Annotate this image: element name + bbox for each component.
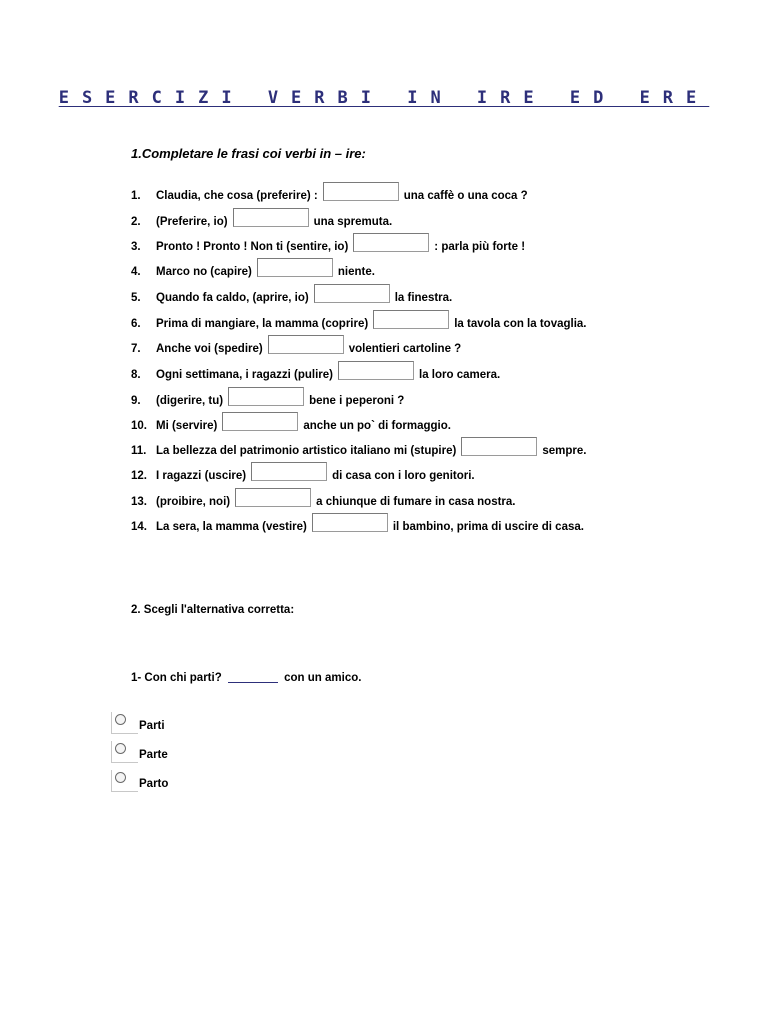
answer-input[interactable] xyxy=(235,488,311,507)
exercise-row xyxy=(131,186,528,206)
radio-button[interactable] xyxy=(111,712,138,734)
answer-input[interactable] xyxy=(312,513,388,532)
exercise-row xyxy=(131,441,586,461)
exercise-text-before: La sera, la mamma (vestire) xyxy=(156,521,307,533)
exercise-text-after: una caffè o una coca ? xyxy=(403,190,528,202)
exercise-number: 7. xyxy=(131,343,141,355)
answer-input[interactable] xyxy=(338,361,414,380)
exercise-number: 12. xyxy=(131,470,147,482)
exercise-text-before: I ragazzi (uscire) xyxy=(156,470,247,482)
exercise-text-before: Marco no (capire) xyxy=(156,266,252,278)
section-1-heading: 1.Completare le frasi coi verbi in – ire: xyxy=(131,146,366,161)
exercise-text-before: Quando fa caldo, (aprire, io) xyxy=(156,292,309,304)
exercise-row xyxy=(131,365,500,385)
question-text-after: con un amico. xyxy=(284,672,362,684)
exercise-text-before: Mi (servire) xyxy=(156,420,218,432)
exercise-text-after: la finestra. xyxy=(394,292,453,304)
exercise-text-after: bene i peperoni ? xyxy=(309,395,405,407)
exercise-text-after: il bambino, prima di uscire di casa. xyxy=(392,521,584,533)
answer-option[interactable] xyxy=(111,768,168,792)
exercise-number: 9. xyxy=(131,395,141,407)
answer-input[interactable] xyxy=(222,412,298,431)
radio-circle-icon[interactable] xyxy=(115,714,126,725)
exercise-number: 1. xyxy=(131,190,141,202)
answer-input[interactable] xyxy=(233,208,309,227)
exercise-text-before: Pronto ! Pronto ! Non ti (sentire, io) xyxy=(156,241,349,253)
answer-blank-line xyxy=(228,682,278,683)
option-label[interactable]: Parti xyxy=(139,720,165,732)
exercise-text-before: Claudia, che cosa (preferire) : xyxy=(156,190,318,202)
exercise-text-after: la tavola con la tovaglia. xyxy=(454,318,587,330)
exercise-text-after: : parla più forte ! xyxy=(434,241,526,253)
answer-input[interactable] xyxy=(228,387,304,406)
exercise-row xyxy=(131,237,525,257)
radio-button[interactable] xyxy=(111,741,138,763)
answer-input[interactable] xyxy=(251,462,327,481)
exercise-row xyxy=(131,391,404,411)
exercise-number: 11. xyxy=(131,445,147,457)
exercise-text-after: di casa con i loro genitori. xyxy=(332,470,475,482)
radio-button[interactable] xyxy=(111,770,138,792)
answer-input[interactable] xyxy=(323,182,399,201)
exercise-row xyxy=(131,416,451,436)
exercise-row xyxy=(131,212,392,232)
exercise-text-after: niente. xyxy=(337,266,375,278)
exercise-text-before: (digerire, tu) xyxy=(156,395,224,407)
exercise-text-after: la loro camera. xyxy=(419,369,501,381)
option-label[interactable]: Parto xyxy=(139,778,169,790)
exercise-text-after: sempre. xyxy=(542,445,587,457)
exercise-text-before: (proibire, noi) xyxy=(156,496,231,508)
exercise-text-before: Anche voi (spedire) xyxy=(156,343,263,355)
exercise-text-after: a chiunque di fumare in casa nostra. xyxy=(316,496,516,508)
exercise-row xyxy=(131,288,452,308)
answer-input[interactable] xyxy=(461,437,537,456)
exercise-number: 4. xyxy=(131,266,141,278)
answer-input[interactable] xyxy=(373,310,449,329)
answer-input[interactable] xyxy=(268,335,344,354)
exercise-number: 6. xyxy=(131,318,141,330)
answer-input[interactable] xyxy=(353,233,429,252)
answer-option[interactable] xyxy=(111,710,165,734)
exercise-text-after: volentieri cartoline ? xyxy=(348,343,462,355)
exercise-text-before: La bellezza del patrimonio artistico italiano mi (stupire) xyxy=(156,445,457,457)
exercise-text-after: anche un po` di formaggio. xyxy=(303,420,451,432)
radio-circle-icon[interactable] xyxy=(115,743,126,754)
exercise-number: 14. xyxy=(131,521,147,533)
exercise-number: 8. xyxy=(131,369,141,381)
radio-circle-icon[interactable] xyxy=(115,772,126,783)
option-label[interactable]: Parte xyxy=(139,749,168,761)
page-title: ESERCIZI VERBI IN IRE ED ERE xyxy=(58,88,710,108)
exercise-number: 3. xyxy=(131,241,141,253)
exercise-number: 13. xyxy=(131,496,147,508)
exercise-row xyxy=(131,492,516,512)
exercise-text-after: una spremuta. xyxy=(313,216,393,228)
exercise-row xyxy=(131,466,475,486)
exercise-number: 5. xyxy=(131,292,141,304)
exercise-text-before: (Preferire, io) xyxy=(156,216,228,228)
question-text-before: 1- Con chi parti? xyxy=(131,672,222,684)
answer-input[interactable] xyxy=(257,258,333,277)
question-1 xyxy=(131,672,361,684)
answer-input[interactable] xyxy=(314,284,390,303)
exercise-row xyxy=(131,314,587,334)
exercise-text-before: Prima di mangiare, la mamma (coprire) xyxy=(156,318,369,330)
exercise-row xyxy=(131,262,375,282)
exercise-row xyxy=(131,517,584,537)
exercise-row xyxy=(131,339,461,359)
exercise-number: 10. xyxy=(131,420,147,432)
section-2-heading: 2. Scegli l'alternativa corretta: xyxy=(131,604,295,616)
answer-option[interactable] xyxy=(111,739,168,763)
exercise-text-before: Ogni settimana, i ragazzi (pulire) xyxy=(156,369,334,381)
exercise-number: 2. xyxy=(131,216,141,228)
